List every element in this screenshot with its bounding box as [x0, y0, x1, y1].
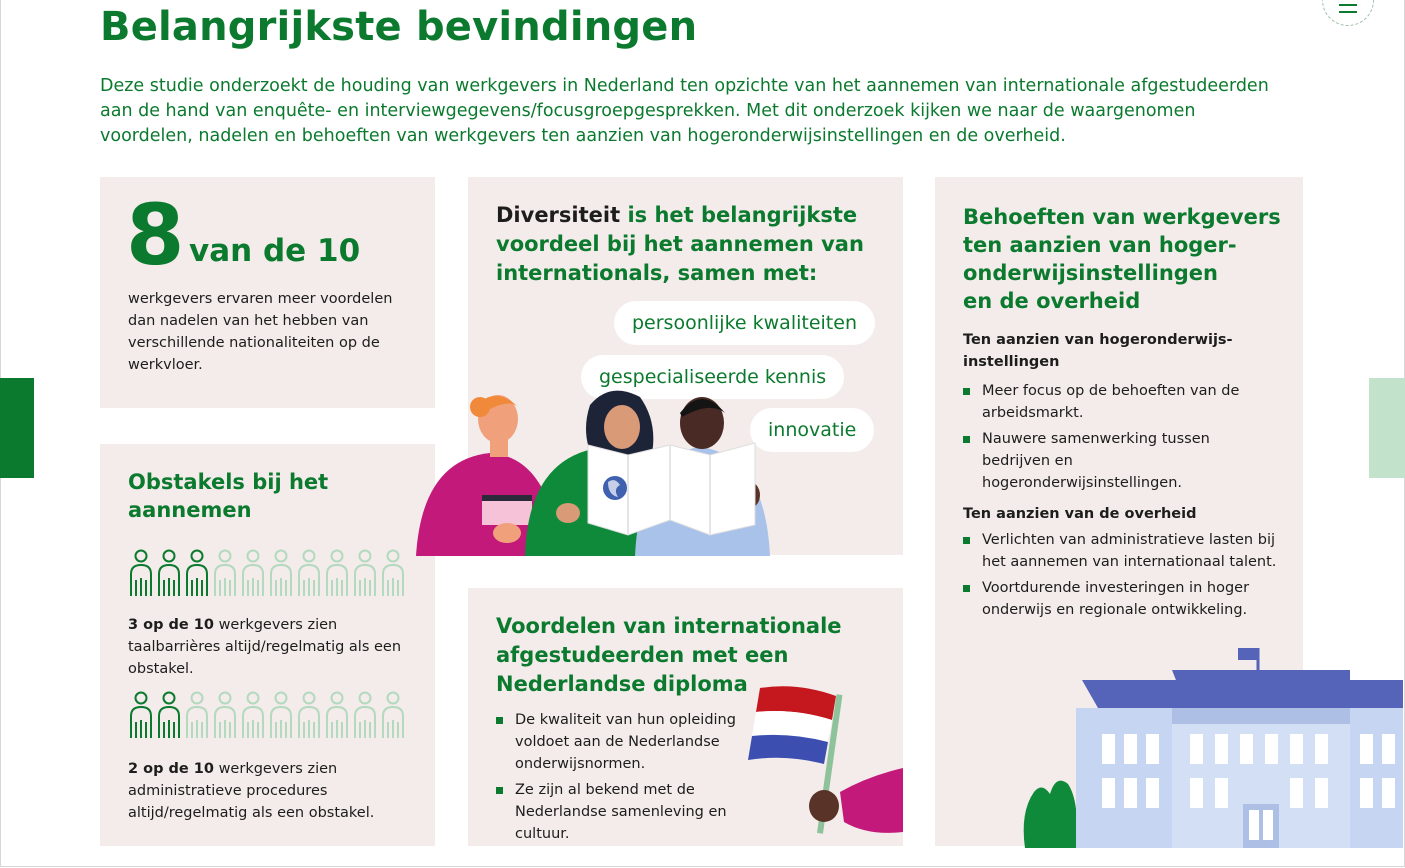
needs-title: Behoeften van werkgevers ten aanzien van hoger- onderwijsinstellingen en de overheid: [963, 205, 1281, 313]
pill-innovation: innovatie: [750, 408, 874, 452]
person-icon: [296, 690, 322, 740]
diversity-heading: Diversiteit is het belangrijkste voordeel bij het aannemen van internationals, samen met:: [496, 203, 864, 285]
obstacle-figures-2: [128, 690, 406, 740]
person-icon: [324, 548, 350, 598]
obstacle-text-1: 3 op de 10 werkgevers zien taalbarrières altijd/regelmatig als een obstakel.: [128, 617, 402, 677]
person-icon: [156, 548, 182, 598]
list-item: Meer focus op de behoeften van de arbeidsmarkt.: [963, 380, 1263, 424]
person-icon: [380, 548, 406, 598]
person-icon: [212, 548, 238, 598]
intro-paragraph: Deze studie onderzoekt de houding van werkgevers in Nederland ten opzichte van het aannemen van internationale afgestudeerden aan de hand van enquête- en interviewgegevens/focusgroepgesprekken. Met dit onderzoek kijken we naar de waargenomen voordelen, nadelen en behoeften van werkgevers ten aanzien van hogeronderwijsinstellingen en de overheid.: [100, 76, 1269, 146]
carousel-next-tab[interactable]: [1369, 378, 1405, 478]
people-with-map-illustration: [410, 385, 810, 556]
person-icon: [380, 690, 406, 740]
stat-suffix: van de 10: [189, 233, 361, 269]
person-icon: [240, 690, 266, 740]
obstacle-figures-1: [128, 548, 406, 598]
list-item: De kwaliteit van hun opleiding voldoet aan de Nederlandse onderwijsnormen.: [496, 709, 736, 775]
person-icon: [296, 548, 322, 598]
needs-section2-title: Ten aanzien van de overheid: [963, 506, 1197, 522]
page-title: Belangrijkste bevindingen: [100, 4, 698, 50]
list-item: Nauwere samenwerking tussen bedrijven en hogeronderwijsinstellingen.: [963, 428, 1263, 494]
person-icon: [240, 548, 266, 598]
list-item: Voortdurende investeringen in hoger onderwijs en regionale ontwikkeling.: [963, 577, 1283, 621]
stat-text: werkgevers ervaren meer voordelen dan nadelen van het hebben van verschillende nationaliteiten op de werkvloer.: [128, 291, 393, 373]
needs-section1-title: Ten aanzien van hogeronderwijs- instellingen: [963, 332, 1233, 370]
person-icon: [268, 690, 294, 740]
person-icon: [212, 690, 238, 740]
person-icon: [128, 690, 154, 740]
person-icon: [184, 690, 210, 740]
obstacles-title: Obstakels bij het aannemen: [128, 470, 329, 522]
person-icon: [128, 548, 154, 598]
needs-section2-list: [963, 529, 1283, 625]
list-item: Verlichten van administratieve lasten bij het aannemen van internationaal talent.: [963, 529, 1283, 573]
building-icon: [1020, 642, 1403, 848]
menu-icon: [1339, 4, 1357, 6]
list-item: Ze zijn al bekend met de Nederlandse samenleving en cultuur.: [496, 779, 736, 845]
advantages-title: Voordelen van internationale afgestudeerden met een Nederlandse diploma: [496, 614, 842, 696]
advantages-card: [468, 588, 903, 846]
person-icon: [352, 548, 378, 598]
person-icon: [324, 690, 350, 740]
needs-section1-list: [963, 380, 1263, 498]
obstacle-text-2: 2 op de 10 werkgevers zien administratieve procedures altijd/regelmatig als een obstakel.: [128, 761, 375, 821]
person-icon: [156, 690, 182, 740]
carousel-prev-tab[interactable]: [0, 378, 34, 478]
stat-number: 8: [126, 186, 185, 284]
stat-card: [100, 177, 435, 408]
pill-personal-qualities: persoonlijke kwaliteiten: [614, 301, 875, 345]
flag-icon: [748, 682, 903, 846]
globe-icon: [603, 476, 627, 500]
person-icon: [352, 690, 378, 740]
bush-icon: [1024, 781, 1077, 848]
pill-specialized-knowledge: gespecialiseerde kennis: [581, 355, 844, 399]
person-icon: [268, 548, 294, 598]
advantages-list: [496, 709, 736, 846]
person-icon: [184, 548, 210, 598]
